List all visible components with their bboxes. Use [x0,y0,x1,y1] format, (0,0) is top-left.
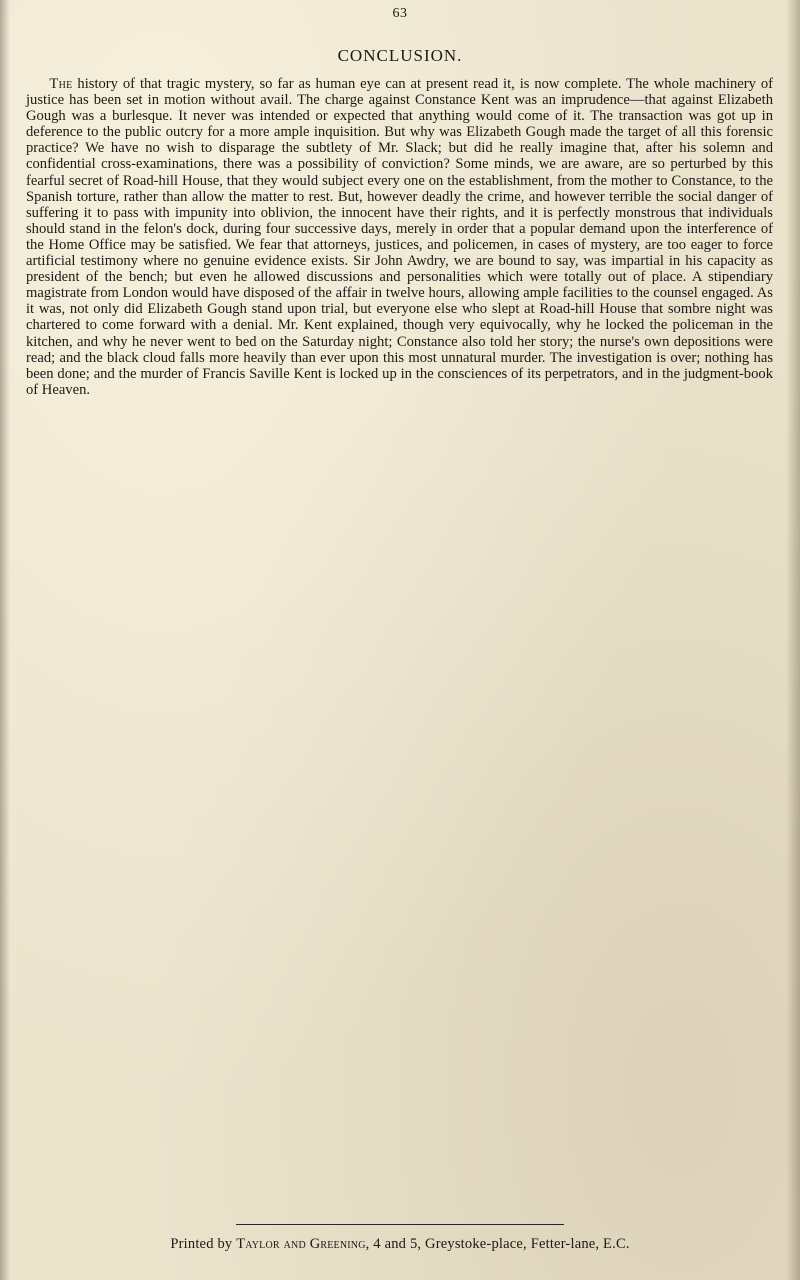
imprint-address: , 4 and 5, Greystoke-place, Fetter-lane, E.C. [365,1236,630,1252]
chapter-title: CONCLUSION. [337,46,463,65]
body-paragraph [26,76,773,398]
binding-shadow [0,0,10,1280]
printer-imprint [0,1236,800,1253]
page-edge [786,0,800,1280]
paragraph-lead: The [49,76,73,92]
page-number: 63 [392,6,408,21]
paragraph-text: history of that tragic mystery, so far as human eye can at present read it, is now complete. The whole machinery of justice has been set in motion without avail. The charge against Constance Kent was an imprudence—that against Elizabeth Gough was a burlesque. It never was intended or expected that anything would come of it. The transaction was got up in deference to the public outcry for a more ample inquisition. But why was Elizabeth Gough made the target of all this forensic practice? We have no wish to disparage the subtlety of Mr. Slack; but did he really imagine that, after his solemn and confidential cross-examinations, there was a possibility of conviction? Some minds, we are aware, are so perturbed by this fearful secret of Road-hill House, that they would subject every one on the establishment, from the mother to Constance, to the Spanish torture, rather than allow the matter to rest. But, however deadly the crime, and however terrible the social danger of suffering it to pass with impunity into oblivion, the innocent have their rights, and it is perfectly monstrous that individuals should stand in the felon's dock, during four successive days, merely in order that a popular demand upon the interference of the Home Office may be satisfied. We fear that attorneys, justices, and policemen, in cases of mystery, are too eager to force artificial testimony where no genuine evidence exists. Sir John Awdry, we are bound to say, was impartial in his capacity as president of the bench; but even he allowed discussions and personalities which were totally out of place. A stipendiary magistrate from London would have disposed of the affair in twelve hours, allowing ample facilities to the counsel engaged. As it was, not only did Elizabeth Gough stand upon trial, but everyone else who slept at Road-hill House that sombre night was chartered to come forward with a denial. Mr. Kent explained, though very equivocally, why he locked the policeman in the kitchen, and why he never went to bed on the Saturday night; Constance also told her story; the nurse's own depositions were read; and the black cloud falls more heavily than ever upon this most unnatural murder. The investigation is over; nothing has been done; and the murder of Francis Saville Kent is locked up in the consciences of its perpetrators, and in the judgment-book of Heaven. [26,76,773,398]
footer-rule [236,1224,564,1225]
imprint-printers: Taylor and Greening [236,1236,366,1252]
imprint-prefix: Printed by [170,1236,237,1252]
